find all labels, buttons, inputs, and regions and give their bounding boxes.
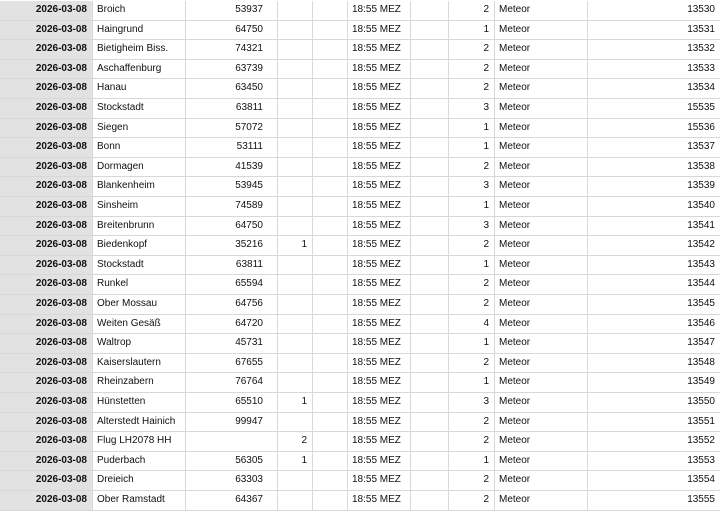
time-cell[interactable]: 18:55 MEZ [348, 413, 411, 432]
empty-cell[interactable] [313, 315, 348, 334]
date-cell[interactable]: 2026-03-08 [0, 79, 93, 98]
type-cell[interactable]: Meteor [495, 452, 588, 471]
empty-cell[interactable] [411, 79, 449, 98]
place-cell[interactable]: Bonn [93, 138, 186, 157]
empty-cell[interactable] [411, 1, 449, 20]
postcode-cell[interactable] [186, 432, 278, 451]
postcode-cell[interactable]: 63811 [186, 256, 278, 275]
empty-cell[interactable] [411, 256, 449, 275]
place-cell[interactable]: Ober Mossau [93, 295, 186, 314]
extra-cell[interactable] [278, 138, 313, 157]
count-cell[interactable]: 1 [449, 197, 495, 216]
date-cell[interactable]: 2026-03-08 [0, 471, 93, 490]
date-cell[interactable]: 2026-03-08 [0, 217, 93, 236]
empty-cell[interactable] [411, 99, 449, 118]
place-cell[interactable]: Kaiserslautern [93, 354, 186, 373]
empty-cell[interactable] [313, 1, 348, 20]
time-cell[interactable]: 18:55 MEZ [348, 452, 411, 471]
empty-cell[interactable] [411, 393, 449, 412]
table-row[interactable] [0, 393, 720, 413]
type-cell[interactable]: Meteor [495, 1, 588, 20]
type-cell[interactable]: Meteor [495, 432, 588, 451]
count-cell[interactable]: 4 [449, 315, 495, 334]
type-cell[interactable]: Meteor [495, 217, 588, 236]
place-cell[interactable]: Flug LH2078 HH [93, 432, 186, 451]
empty-cell[interactable] [313, 256, 348, 275]
id-cell[interactable]: 13538 [687, 160, 715, 172]
count-cell[interactable]: 2 [449, 60, 495, 79]
extra-cell[interactable] [278, 354, 313, 373]
count-cell[interactable]: 3 [449, 393, 495, 412]
place-cell[interactable]: Breitenbrunn [93, 217, 186, 236]
type-cell[interactable]: Meteor [495, 393, 588, 412]
extra-cell[interactable] [278, 40, 313, 59]
postcode-cell[interactable]: 74589 [186, 197, 278, 216]
type-cell[interactable]: Meteor [495, 315, 588, 334]
date-cell[interactable]: 2026-03-08 [0, 413, 93, 432]
table-row[interactable] [0, 432, 720, 452]
empty-cell[interactable] [411, 295, 449, 314]
count-cell[interactable]: 2 [449, 354, 495, 373]
postcode-cell[interactable]: 76764 [186, 373, 278, 392]
table-row[interactable] [0, 217, 720, 237]
type-cell[interactable]: Meteor [495, 119, 588, 138]
place-cell[interactable]: Weiten Gesäß [93, 315, 186, 334]
id-cell[interactable]: 13544 [687, 278, 715, 290]
empty-cell[interactable] [411, 491, 449, 510]
time-cell[interactable]: 18:55 MEZ [348, 373, 411, 392]
extra-cell[interactable] [278, 491, 313, 510]
time-cell[interactable]: 18:55 MEZ [348, 393, 411, 412]
table-row[interactable] [0, 197, 720, 217]
table-row[interactable] [0, 79, 720, 99]
table-row[interactable] [0, 236, 720, 256]
empty-cell[interactable] [411, 158, 449, 177]
place-cell[interactable]: Biedenkopf [93, 236, 186, 255]
extra-cell[interactable] [278, 217, 313, 236]
time-cell[interactable]: 18:55 MEZ [348, 79, 411, 98]
type-cell[interactable]: Meteor [495, 275, 588, 294]
id-cell[interactable]: 15535 [687, 102, 715, 113]
empty-cell[interactable] [411, 334, 449, 353]
time-cell[interactable]: 18:55 MEZ [348, 275, 411, 294]
count-cell[interactable]: 1 [449, 452, 495, 471]
time-cell[interactable]: 18:55 MEZ [348, 119, 411, 138]
type-cell[interactable]: Meteor [495, 413, 588, 432]
time-cell[interactable]: 18:55 MEZ [348, 315, 411, 334]
type-cell[interactable]: Meteor [495, 295, 588, 314]
empty-cell[interactable] [313, 334, 348, 353]
extra-cell[interactable] [278, 177, 313, 196]
place-cell[interactable]: Haingrund [93, 21, 186, 40]
count-cell[interactable]: 2 [449, 158, 495, 177]
date-cell[interactable]: 2026-03-08 [0, 354, 93, 373]
table-row[interactable] [0, 295, 720, 315]
count-cell[interactable]: 1 [449, 256, 495, 275]
extra-cell[interactable]: 1 [278, 452, 313, 471]
id-cell[interactable]: 13549 [687, 376, 715, 388]
type-cell[interactable]: Meteor [495, 138, 588, 157]
id-cell[interactable]: 13550 [687, 396, 715, 407]
date-cell[interactable]: 2026-03-08 [0, 40, 93, 59]
place-cell[interactable]: Rheinzabern [93, 373, 186, 392]
empty-cell[interactable] [411, 21, 449, 40]
postcode-cell[interactable]: 35216 [186, 236, 278, 255]
time-cell[interactable]: 18:55 MEZ [348, 432, 411, 451]
date-cell[interactable]: 2026-03-08 [0, 197, 93, 216]
table-row[interactable] [0, 315, 720, 335]
empty-cell[interactable] [313, 393, 348, 412]
id-cell[interactable]: 13533 [687, 62, 715, 74]
table-row[interactable] [0, 21, 720, 41]
postcode-cell[interactable]: 45731 [186, 334, 278, 353]
id-cell[interactable]: 13555 [687, 494, 715, 505]
empty-cell[interactable] [313, 413, 348, 432]
time-cell[interactable]: 18:55 MEZ [348, 158, 411, 177]
date-cell[interactable]: 2026-03-08 [0, 256, 93, 275]
date-cell[interactable]: 2026-03-08 [0, 21, 93, 40]
postcode-cell[interactable]: 53937 [186, 1, 278, 20]
table-row[interactable] [0, 275, 720, 295]
postcode-cell[interactable]: 63303 [186, 471, 278, 490]
id-cell[interactable]: 13552 [687, 435, 715, 447]
type-cell[interactable]: Meteor [495, 79, 588, 98]
postcode-cell[interactable]: 65594 [186, 275, 278, 294]
id-cell[interactable]: 15536 [687, 121, 715, 133]
id-cell[interactable]: 13532 [687, 43, 715, 55]
empty-cell[interactable] [411, 315, 449, 334]
count-cell[interactable]: 1 [449, 138, 495, 157]
count-cell[interactable]: 2 [449, 40, 495, 59]
place-cell[interactable]: Siegen [93, 119, 186, 138]
type-cell[interactable]: Meteor [495, 21, 588, 40]
table-row[interactable] [0, 491, 720, 511]
time-cell[interactable]: 18:55 MEZ [348, 256, 411, 275]
empty-cell[interactable] [411, 452, 449, 471]
empty-cell[interactable] [411, 432, 449, 451]
count-cell[interactable]: 2 [449, 1, 495, 20]
empty-cell[interactable] [411, 217, 449, 236]
table-row[interactable] [0, 138, 720, 158]
type-cell[interactable]: Meteor [495, 177, 588, 196]
id-cell[interactable]: 13548 [687, 356, 715, 368]
empty-cell[interactable] [313, 373, 348, 392]
type-cell[interactable]: Meteor [495, 60, 588, 79]
type-cell[interactable]: Meteor [495, 334, 588, 353]
type-cell[interactable]: Meteor [495, 256, 588, 275]
id-cell[interactable]: 13539 [687, 180, 715, 192]
place-cell[interactable]: Broich [93, 1, 186, 20]
time-cell[interactable]: 18:55 MEZ [348, 138, 411, 157]
place-cell[interactable]: Stockstadt [93, 256, 186, 275]
time-cell[interactable]: 18:55 MEZ [348, 491, 411, 510]
postcode-cell[interactable]: 56305 [186, 452, 278, 471]
date-cell[interactable]: 2026-03-08 [0, 138, 93, 157]
count-cell[interactable]: 1 [449, 119, 495, 138]
empty-cell[interactable] [313, 471, 348, 490]
extra-cell[interactable] [278, 60, 313, 79]
count-cell[interactable]: 2 [449, 471, 495, 490]
extra-cell[interactable] [278, 334, 313, 353]
table-row[interactable] [0, 354, 720, 374]
extra-cell[interactable] [278, 275, 313, 294]
time-cell[interactable]: 18:55 MEZ [348, 1, 411, 20]
postcode-cell[interactable]: 74321 [186, 40, 278, 59]
place-cell[interactable]: Alterstedt Hainich [93, 413, 186, 432]
postcode-cell[interactable]: 64750 [186, 217, 278, 236]
place-cell[interactable]: Stockstadt [93, 99, 186, 118]
id-cell[interactable]: 13537 [687, 141, 715, 153]
table-row[interactable] [0, 158, 720, 178]
type-cell[interactable]: Meteor [495, 491, 588, 510]
count-cell[interactable]: 2 [449, 79, 495, 98]
count-cell[interactable]: 2 [449, 432, 495, 451]
postcode-cell[interactable]: 41539 [186, 158, 278, 177]
id-cell[interactable]: 13543 [687, 258, 715, 270]
type-cell[interactable]: Meteor [495, 354, 588, 373]
place-cell[interactable]: Blankenheim [93, 177, 186, 196]
time-cell[interactable]: 18:55 MEZ [348, 354, 411, 373]
empty-cell[interactable] [313, 79, 348, 98]
empty-cell[interactable] [313, 158, 348, 177]
time-cell[interactable]: 18:55 MEZ [348, 295, 411, 314]
date-cell[interactable]: 2026-03-08 [0, 236, 93, 255]
empty-cell[interactable] [313, 275, 348, 294]
extra-cell[interactable] [278, 119, 313, 138]
postcode-cell[interactable]: 67655 [186, 354, 278, 373]
place-cell[interactable]: Puderbach [93, 452, 186, 471]
table-row[interactable] [0, 471, 720, 491]
extra-cell[interactable] [278, 79, 313, 98]
table-row[interactable] [0, 413, 720, 433]
table-row[interactable] [0, 40, 720, 60]
date-cell[interactable]: 2026-03-08 [0, 315, 93, 334]
empty-cell[interactable] [313, 177, 348, 196]
empty-cell[interactable] [313, 236, 348, 255]
count-cell[interactable]: 2 [449, 236, 495, 255]
extra-cell[interactable] [278, 295, 313, 314]
empty-cell[interactable] [313, 295, 348, 314]
date-cell[interactable]: 2026-03-08 [0, 158, 93, 177]
table-row[interactable] [0, 452, 720, 472]
id-cell[interactable]: 13530 [687, 4, 715, 15]
count-cell[interactable]: 2 [449, 275, 495, 294]
type-cell[interactable]: Meteor [495, 236, 588, 255]
date-cell[interactable]: 2026-03-08 [0, 334, 93, 353]
empty-cell[interactable] [313, 138, 348, 157]
place-cell[interactable]: Ober Ramstadt [93, 491, 186, 510]
type-cell[interactable]: Meteor [495, 197, 588, 216]
postcode-cell[interactable]: 64720 [186, 315, 278, 334]
date-cell[interactable]: 2026-03-08 [0, 491, 93, 510]
id-cell[interactable]: 13547 [687, 337, 715, 349]
id-cell[interactable]: 13540 [687, 200, 715, 211]
place-cell[interactable]: Hünstetten [93, 393, 186, 412]
empty-cell[interactable] [411, 236, 449, 255]
id-cell[interactable]: 13534 [687, 82, 715, 94]
place-cell[interactable]: Dreieich [93, 471, 186, 490]
empty-cell[interactable] [411, 138, 449, 157]
time-cell[interactable]: 18:55 MEZ [348, 60, 411, 79]
postcode-cell[interactable]: 57072 [186, 119, 278, 138]
time-cell[interactable]: 18:55 MEZ [348, 217, 411, 236]
date-cell[interactable]: 2026-03-08 [0, 177, 93, 196]
empty-cell[interactable] [313, 354, 348, 373]
empty-cell[interactable] [313, 21, 348, 40]
date-cell[interactable]: 2026-03-08 [0, 275, 93, 294]
count-cell[interactable]: 2 [449, 491, 495, 510]
table-row[interactable] [0, 1, 720, 21]
place-cell[interactable]: Waltrop [93, 334, 186, 353]
empty-cell[interactable] [411, 177, 449, 196]
extra-cell[interactable] [278, 21, 313, 40]
id-cell[interactable]: 13545 [687, 298, 715, 309]
empty-cell[interactable] [313, 60, 348, 79]
id-cell[interactable]: 13554 [687, 474, 715, 486]
postcode-cell[interactable]: 64367 [186, 491, 278, 510]
count-cell[interactable]: 3 [449, 217, 495, 236]
time-cell[interactable]: 18:55 MEZ [348, 40, 411, 59]
place-cell[interactable]: Aschaffenburg [93, 60, 186, 79]
place-cell[interactable]: Runkel [93, 275, 186, 294]
time-cell[interactable]: 18:55 MEZ [348, 334, 411, 353]
postcode-cell[interactable]: 63739 [186, 60, 278, 79]
extra-cell[interactable] [278, 315, 313, 334]
date-cell[interactable]: 2026-03-08 [0, 432, 93, 451]
id-cell[interactable]: 13551 [687, 415, 715, 427]
empty-cell[interactable] [313, 217, 348, 236]
date-cell[interactable]: 2026-03-08 [0, 393, 93, 412]
postcode-cell[interactable]: 63450 [186, 79, 278, 98]
table-row[interactable] [0, 334, 720, 354]
empty-cell[interactable] [411, 373, 449, 392]
time-cell[interactable]: 18:55 MEZ [348, 177, 411, 196]
id-cell[interactable]: 13542 [687, 239, 715, 251]
empty-cell[interactable] [411, 60, 449, 79]
count-cell[interactable]: 2 [449, 295, 495, 314]
postcode-cell[interactable]: 99947 [186, 413, 278, 432]
extra-cell[interactable]: 1 [278, 236, 313, 255]
empty-cell[interactable] [411, 413, 449, 432]
empty-cell[interactable] [411, 354, 449, 373]
date-cell[interactable]: 2026-03-08 [0, 373, 93, 392]
empty-cell[interactable] [313, 197, 348, 216]
table-row[interactable] [0, 99, 720, 119]
postcode-cell[interactable]: 65510 [186, 393, 278, 412]
date-cell[interactable]: 2026-03-08 [0, 1, 93, 20]
extra-cell[interactable] [278, 413, 313, 432]
time-cell[interactable]: 18:55 MEZ [348, 99, 411, 118]
table-row[interactable] [0, 256, 720, 276]
postcode-cell[interactable]: 64756 [186, 295, 278, 314]
date-cell[interactable]: 2026-03-08 [0, 452, 93, 471]
count-cell[interactable]: 2 [449, 413, 495, 432]
table-row[interactable] [0, 119, 720, 139]
postcode-cell[interactable]: 53945 [186, 177, 278, 196]
empty-cell[interactable] [313, 491, 348, 510]
extra-cell[interactable] [278, 373, 313, 392]
extra-cell[interactable] [278, 158, 313, 177]
count-cell[interactable]: 3 [449, 177, 495, 196]
postcode-cell[interactable]: 64750 [186, 21, 278, 40]
date-cell[interactable]: 2026-03-08 [0, 99, 93, 118]
place-cell[interactable]: Sinsheim [93, 197, 186, 216]
place-cell[interactable]: Dormagen [93, 158, 186, 177]
empty-cell[interactable] [313, 119, 348, 138]
time-cell[interactable]: 18:55 MEZ [348, 471, 411, 490]
time-cell[interactable]: 18:55 MEZ [348, 21, 411, 40]
extra-cell[interactable]: 2 [278, 432, 313, 451]
extra-cell[interactable] [278, 197, 313, 216]
postcode-cell[interactable]: 53111 [186, 138, 278, 157]
empty-cell[interactable] [411, 471, 449, 490]
time-cell[interactable]: 18:55 MEZ [348, 236, 411, 255]
empty-cell[interactable] [313, 452, 348, 471]
table-row[interactable] [0, 373, 720, 393]
extra-cell[interactable] [278, 1, 313, 20]
empty-cell[interactable] [313, 432, 348, 451]
extra-cell[interactable] [278, 99, 313, 118]
type-cell[interactable]: Meteor [495, 373, 588, 392]
empty-cell[interactable] [411, 275, 449, 294]
id-cell[interactable]: 13546 [687, 317, 715, 329]
table-row[interactable] [0, 60, 720, 80]
date-cell[interactable]: 2026-03-08 [0, 295, 93, 314]
date-cell[interactable]: 2026-03-08 [0, 60, 93, 79]
place-cell[interactable]: Hanau [93, 79, 186, 98]
type-cell[interactable]: Meteor [495, 471, 588, 490]
time-cell[interactable]: 18:55 MEZ [348, 197, 411, 216]
count-cell[interactable]: 3 [449, 99, 495, 118]
postcode-cell[interactable]: 63811 [186, 99, 278, 118]
type-cell[interactable]: Meteor [495, 99, 588, 118]
empty-cell[interactable] [313, 40, 348, 59]
empty-cell[interactable] [411, 40, 449, 59]
type-cell[interactable]: Meteor [495, 158, 588, 177]
date-cell[interactable]: 2026-03-08 [0, 119, 93, 138]
count-cell[interactable]: 1 [449, 373, 495, 392]
extra-cell[interactable] [278, 256, 313, 275]
count-cell[interactable]: 1 [449, 334, 495, 353]
id-cell[interactable]: 13531 [687, 23, 715, 35]
empty-cell[interactable] [411, 197, 449, 216]
empty-cell[interactable] [411, 119, 449, 138]
place-cell[interactable]: Bietigheim Biss. [93, 40, 186, 59]
id-cell[interactable]: 13553 [687, 454, 715, 466]
count-cell[interactable]: 1 [449, 21, 495, 40]
extra-cell[interactable]: 1 [278, 393, 313, 412]
type-cell[interactable]: Meteor [495, 40, 588, 59]
id-cell[interactable]: 13541 [687, 219, 715, 231]
table-row[interactable] [0, 177, 720, 197]
empty-cell[interactable] [313, 99, 348, 118]
extra-cell[interactable] [278, 471, 313, 490]
